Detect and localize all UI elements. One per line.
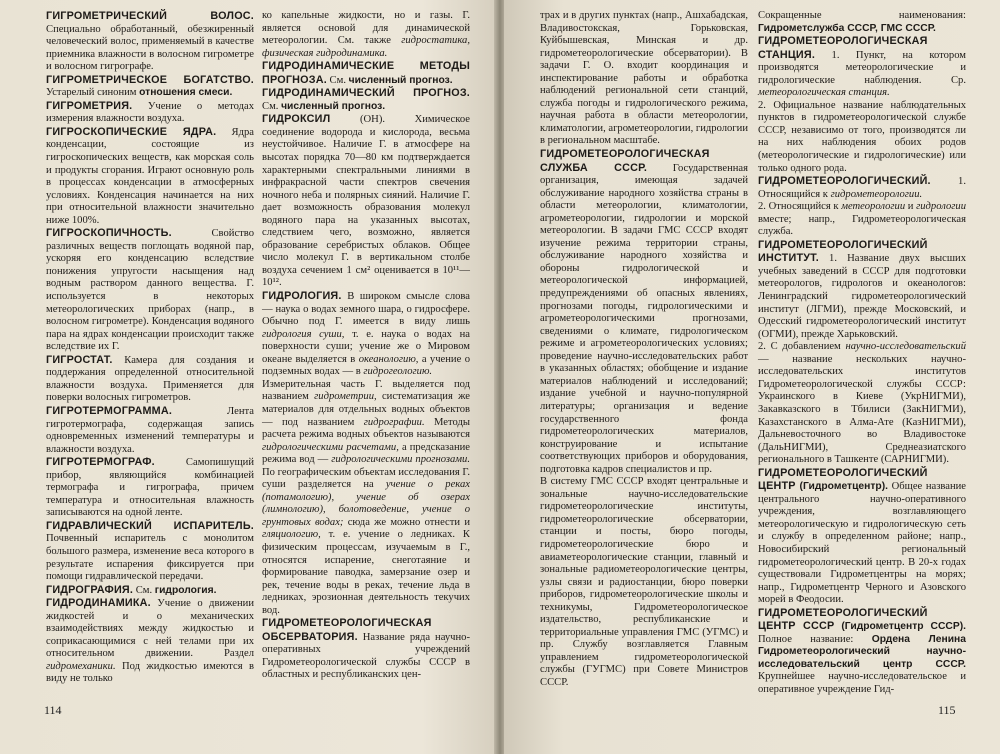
left-page [0,0,496,754]
entry-italic-text: гидрологии [916,201,967,213]
entry-text: 2. Относящийся к [758,201,842,213]
entry-text: Название ряда научно-оперативных учреждений Гидрометеорологической службы СССР в областных и республиканских цен- [262,631,470,681]
right-page [504,0,1000,754]
entry-term: ГИГРОСКОПИЧНОСТЬ. [46,227,172,240]
entry-text: вместе; напр., Гидрометеорологическая служба. [758,213,966,238]
dictionary-entry [262,60,470,87]
entry-italic-text: научно-исследовательский [845,341,966,353]
entry-italic-text: гляциологию, [262,529,321,541]
entry-term: ГИГРОТЕРМОГРАФ. [46,456,155,469]
entry-italic-text: гидростатика, физическая гидродинамика. [262,35,470,59]
entry-term: ГИДРОГРАФИЯ. [46,583,134,596]
entry-text: Свойство различных веществ поглощать водяной пар, ускоряя его конденсацию вследствие понижения упругости насыщения над водным раствором данного вещества. Г. используется в некоторых метеорологических приборах (напр., в волосном гигрометре). Конденсация водяного пара на ядрах конденсации происходит также вследствие их Г. [46,228,254,353]
entry-term: ГИДРОЛОГИЯ. [262,290,342,303]
dictionary-entry [262,113,470,290]
dictionary-entry [46,597,254,686]
entry-text: Лента гигротермографа, содержащая запись одновременных изменений температуры и влажности воздуха. [46,405,254,455]
entry-paragraph [262,10,470,60]
page-number-right: 115 [938,703,956,717]
entry-paragraph [758,341,966,466]
entry-italic-text: гидромеханики. [46,660,116,672]
entry-paragraph [758,201,966,239]
entry-italic-text: гидрогеологию. [363,366,433,378]
entry-text: Методы расчета режима водных объектов называются [262,416,470,441]
entry-term: ГИГРОСКОПИЧЕСКИЕ ЯДРА. [46,125,217,138]
entry-text: Специально обработанный, обезжиренный человеческий волос, применяемый в качестве приемника влажности в волосном гигрометре и волосном гигрографе. [46,23,254,73]
entry-term: ГИДРОМЕТЕОРОЛОГИЧЕСКАЯ СЛУЖБА СССР. [540,148,710,174]
dictionary-entry [46,100,254,126]
entry-term: ГИДРОДИНАМИЧЕСКИЕ МЕТОДЫ ПРОГНОЗА. [262,60,470,86]
entry-text: 1. Относящийся к [758,176,966,200]
entry-text: По географическим объектам исследования Г. суши разделяется на [262,466,470,491]
entry-text: Полное название: [758,633,872,645]
entry-term: ГИГРОМЕТРИЯ. [46,99,133,112]
entry-text: трах и в других пунктах (напр., Ашхабадская, Владивостокская, Горьковская, Куйбышевская, Минская и др. гидрометеорологические обсерватории). В задачи Г. О. входит координация и инспектирование работы и обработка наблюдений региональной сети станций, служба погоды и гидрологического режима, научная работа в области метеорологии, климатологии, агрометеорологии, гидрологии в региональном масштабе. [540,10,748,147]
entry-term: ГИДРОКСИЛ [262,113,331,126]
dictionary-entry [262,87,470,113]
entry-text: Измерительная часть Г. выделяется под названием [262,378,470,403]
entry-text: Учение о движении жидкостей и о механических взаимодействиях между жидкостью и соприкасающимися с ней телами при их относительном движении. Раздел [46,598,254,660]
right-page-column-1 [540,10,748,690]
entry-italic-text: гидрографии. [363,416,425,428]
entry-bold-text: численный прогноз. [281,100,386,112]
entry-italic-text: учение о реках (потамологию), учение об озерах (лимнологию), болотоведение, учение о грунтовых водах; [262,479,470,528]
entry-text: Ядра конденсации, состоящие из гигроскопических веществ, как морская соль и продукты сгорания. Играют основную роль в процессах конденсации в атмосферных условиях. Конденсация начинается на них при относительной влажности значительно ниже 100%. [46,126,254,226]
entry-text: Крупнейшее научно-исследовательское и оперативное учреждение Гид- [758,671,966,695]
dictionary-entry [46,584,254,598]
entry-italic-text: гидрологическими прогнозами. [331,454,470,466]
entry-term: ГИДРАВЛИЧЕСКИЙ ИСПАРИТЕЛЬ. [46,519,254,532]
dictionary-entry [758,239,966,341]
entry-term: ГИДРОМЕТЕОРОЛОГИЧЕСКИЙ ИНСТИТУТ. [758,238,928,265]
entry-text: а учение о подземных водах — в [262,353,470,378]
entry-text: Учение о методах измерения влажности воздуха. [46,100,254,125]
dictionary-entry [46,456,254,520]
dictionary-entry [758,35,966,100]
entry-text: В широком смысле слова — наука о водах земного шара, о гидросфере. Обычно под Г. имеется в виду лишь [262,291,470,328]
entry-italic-text: гидрометеорологии. [830,188,923,200]
dictionary-entry [46,354,254,405]
entry-text: т. е. учение о ледниках. К физическим процессам, изучаемым в Г., относятся испарение, снеготаяние и формирование паводка, замерзание озер и рек, течение воды в реках, течение льда в ледниках, эрозионная деятельность текучих вод. [262,529,470,616]
dictionary-entry [758,607,966,697]
entry-term: ГИДРОМЕТЕОРОЛОГИЧЕСКИЙ ЦЕНТР СССР [758,606,928,633]
entry-text: В систему ГМС СССР входят центральные и зональные научно-исследовательские гидрометеорологические институты, гидрометеорологические обсерватории, станции и посты, бюро погоды, гидрометеорологические бюро и авиаметеорологические станции, главный и зональные радиометеорологические центры, узлы связи и радиостанции, бюро поверки приборов, гидрометеорологические школы и техникумы, Гидрометеорологическое издательство, республиканские и территориальные управления ГМС (УГМС) и пр. Службу возглавляется Главным управлением гидрометеорологической службы (ГУГМС) при Совете Министров СССР. [540,476,748,688]
dictionary-entry [46,405,254,456]
entry-paragraph [262,379,470,617]
entry-text: Устарелый синоним [46,87,140,99]
entry-italic-text: гидрологическими расчетами, [262,441,399,453]
entry-text: систематизация же материалов для отдельных водных объектов — под названием [262,391,471,428]
page-number-left: 114 [44,703,62,717]
dictionary-entry [540,148,748,476]
entry-bold-text: Гидрометслужба СССР, ГМС СССР. [758,22,936,34]
entry-text: См. [133,584,155,596]
entry-text: Общее название центрального научно-оперативного учреждения, возглавляющего метеорологическую и гидрологическую сеть и службу в определенном районе; напр., Новосибирский региональный гидрометеорологический центр. В 20-х годах существовали Гидрометцентры на морях; напр., Гидрометцентр Черного и Азовского морей в Феодосии. [758,481,966,606]
entry-text: 2. С добавлением [758,341,846,353]
entry-term: ГИГРОСТАТ. [46,353,113,366]
left-page-column-2 [262,10,470,682]
entry-text: Под жидкостью имеются в виду не только [46,660,254,685]
entry-text: сюда же можно отнести и [343,516,470,528]
entry-text: и [905,201,917,213]
entry-text: ко капельные жидкости, но и газы. Г. является основой для динамической метеорологии. См. также [262,10,470,47]
entry-text: Самопишущий прибор, являющийся комбинацией термографа и гигрографа, причем температура и относительная влажность записываются на одной ленте. [46,457,254,519]
dictionary-entry [262,617,470,682]
entry-paragraph [758,10,966,35]
dictionary-entry [46,74,254,100]
entry-italic-text: гидрология суши, [262,328,345,340]
dictionary-entry [46,10,254,74]
entry-term: ГИГРОМЕТРИЧЕСКОЕ БОГАТСТВО. [46,73,254,86]
entry-bold-text: гидрология. [154,584,217,596]
entry-text: 1. Название двух высших учебных заведений в СССР для подготовки метеорологов, гидрологов и океанологов: Ленинградский гидрометеорологический институт (ЛГМИ), прежде Московский, и Одесский гидрометеорологический институт (ОГМИ), прежде Харьковский. [758,253,966,340]
entry-text: — название нескольких научно-исследовательских институтов Гидрометеорологической службы СССР: Украинского в Киеве (УкрНИГМИ), Закавказского в Тбилиси (ЗакНИГМИ), Казахстанского в Алма-Ате (КазНИГМИ), Дальневосточного во Владивостоке (ДальНИГМИ), Среднеазиатского регионального в Ташкенте (САРНИГМИ). [758,353,966,466]
entry-text: Государственная организация, имеющая задачей обслуживание народного хозяйства страны в области метеорологии, климатологии, агрометеорологии, гидрологии и морской метеорологии. В задачи ГМС СССР входят изучение режима территории страны, обслуживание народного хозяйства и обороны гидрологической и метеорологической информацией, предупреждениями об опасных явлениях, прогнозами погоды, гидрологическими и агрометеорологическими прогнозами, сведениями о климате, гидрологическом режиме и агрометеорологических условиях; проведение научно-исследовательских работ в указанных областях; обобщение и издание материалов наблюдений и исследований; издание учебной и научно-популярной литературы; организация и ведение государственного фонда гидрометеорологических материалов, конструирование и испытание соответствующих приборов и оборудования, подготовка кадров специалистов и пр. [540,162,748,475]
entry-bold-text: (Гидрометцентр СССР). [834,621,966,633]
entry-bold-text: (Гидрометцентр). [795,481,888,493]
entry-bold-text: отношения смеси. [139,87,233,99]
entry-text: Сокращенные наименования: [758,10,966,21]
entry-paragraph [758,100,966,175]
right-page-column-2 [758,10,966,697]
dictionary-entry [46,126,254,227]
entry-bold-text: численный прогноз. [348,74,453,86]
dictionary-entry [758,175,966,201]
entry-text: См. [326,74,349,86]
entry-term: ГИДРОДИНАМИЧЕСКИЙ ПРОГНОЗ. [262,87,470,100]
entry-term: ГИДРОМЕТЕОРОЛОГИЧЕСКИЙ. [758,175,931,188]
entry-italic-text: гидрометрии, [314,391,377,403]
entry-italic-text: метеорологии [841,201,906,213]
entry-text: Почвенный испаритель с монолитом большого размера, изменение веса которого в результате испарения фиксируется при помощи гидравлической передачи. [46,533,254,583]
entry-text: а предсказание режима вод — [262,441,470,466]
entry-text: 1. Пункт, на котором производятся метеорологические и гидрологические наблюдения. Ср. [758,49,966,86]
entry-term: ГИГРОМЕТРИЧЕСКИЙ ВОЛОС. [46,10,254,22]
dictionary-entry [46,227,254,353]
dictionary-entry [46,520,254,584]
entry-text: т. е. наука о водах на поверхности суши; учение же о Мировом океане выделяется в [262,328,470,365]
entry-term: ГИДРОМЕТЕОРОЛОГИЧЕСКИЙ ЦЕНТР [758,466,928,493]
entry-paragraph [540,476,748,689]
entry-text: (ОН). Химическое соединение водорода и кислорода, весьма неустойчивое. Наличие Г. в атмосфере на высотах порядка 70—80 км подтверждается характерными спектральными линиями в инфракрасной части спектров свечения ночного неба и полярных сияний. Наличие Г. дает возможность образования молекул водяного пара на указанных высотах, следствием чего, возможно, является образование серебристых облаков. Общее число молекул Г. в вертикальном столбе воздуха сечением 1 см² оценивается в 10¹¹—10¹². [262,114,470,289]
entry-text: 2. Официальное название наблюдательных пунктов в гидрометеорологической службе СССР, независимо от того, производятся ли на них наблюдения обоих родов (метеорологические и гидрологические) или только одного рода. [758,99,966,174]
entry-text: См. [262,100,282,112]
entry-term: ГИДРОМЕТЕОРОЛОГИЧЕСКАЯ ОБСЕРВАТОРИЯ. [262,617,432,643]
left-page-column-1 [46,10,254,686]
entry-text: Камера для создания и поддержания определенной относительной влажности воздуха. Применяется для поверки волосных гигрометров. [46,354,254,404]
dictionary-entry [758,467,966,607]
entry-italic-text: метеорологическая станция. [758,87,890,99]
entry-paragraph [540,10,748,148]
entry-bold-text: Ордена Ленина Гидрометеорологический научно-исследовательский центр СССР. [758,633,967,670]
entry-term: ГИДРОДИНАМИКА. [46,597,151,610]
entry-italic-text: океанологию, [358,353,419,365]
dictionary-entry [262,290,470,379]
entry-term: ГИДРОМЕТЕОРОЛОГИЧЕСКАЯ СТАНЦИЯ. [758,35,928,61]
entry-term: ГИГРОТЕРМОГРАММА. [46,404,173,417]
